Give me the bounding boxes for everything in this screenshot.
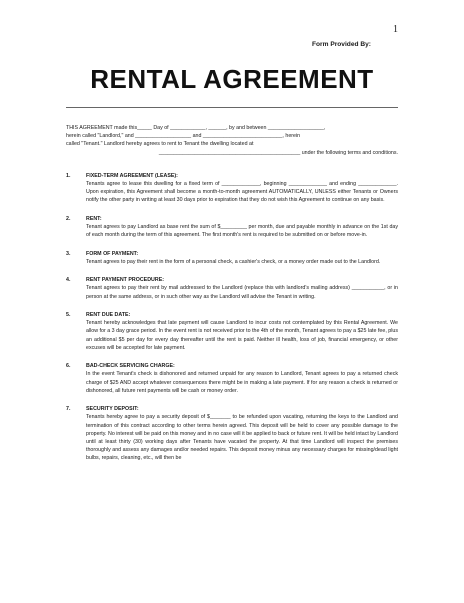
section-bad-check: [66, 362, 398, 395]
section-text: Tenant agrees to pay their rent in the form of a personal check, a cashier's check, or a money order made out to the Landlord.: [86, 258, 381, 265]
section-text: Tenants agree to lease this dwelling for a fixed term of _____________, beginning _____________ and ending _____________. Upon expiration, this Agreement shall become a month-to-month agreement AUTOMATICALLY, UNLESS either Tenants or Owners notify the other party in writing at least 30 days prior to expiration that they do not wish this Agreement to continue on any basis.: [86, 181, 398, 204]
intro-line: called "Tenant." Landlord hereby agrees to rent to Tenant the dwelling located at: [66, 141, 254, 148]
section-heading: RENT DUE DATE:: [86, 312, 131, 318]
section-payment-procedure: [66, 276, 398, 301]
section-fixed-term: [66, 172, 398, 205]
section-heading: FORM OF PAYMENT:: [86, 250, 139, 257]
section-heading: RENT:: [86, 215, 102, 222]
section-number: 1.: [66, 172, 71, 179]
section-rent: [66, 215, 398, 240]
section-number: 4.: [66, 277, 71, 284]
section-security-deposit: [66, 405, 398, 462]
agreement-body: [66, 124, 398, 473]
section-text: In the event Tenant's check is dishonored and returned unpaid for any reason to Landlord, Tenant agrees to pay a returned check charge of $25 AND accept whatever consequences there might be in making a late payment. If for any reason a check is returned or dishonored, all future rent payments will be cash or money order.: [86, 371, 398, 394]
section-text: Tenant agrees to pay their rent by mail addressed to the Landlord (replace this with landlord's mailing address) ___________, or in person at the same address, or in such other way as the Landlord will advise the Tenant in writing.: [86, 285, 398, 300]
section-form-of-payment: [66, 250, 398, 266]
page-number: 1: [393, 24, 398, 35]
section-text: Tenant agrees to pay Landlord as base rent the sum of $_________ per month, due and payable monthly in advance on the 1st day of each month during the term of this agreement. The first month's rent is required to be submitted on or before move-in.: [86, 224, 398, 239]
document-title: RENTAL AGREEMENT: [90, 64, 374, 94]
intro-line: THIS AGREEMENT made this_____ Day of ____________, ______, by and between ___________________,: [66, 125, 326, 131]
section-heading: RENT PAYMENT PROCEDURE:: [86, 277, 164, 284]
section-heading: BAD-CHECK SERVICING CHARGE:: [86, 363, 175, 370]
intro-line: herein called "Landlord," and ___________________ and ___________________________, herein: [66, 133, 301, 140]
section-heading: SECURITY DEPOSIT:: [86, 406, 139, 413]
section-number: 7.: [66, 406, 71, 413]
section-number: 2.: [66, 215, 71, 222]
section-number: 6.: [66, 363, 71, 370]
title-divider: [66, 107, 398, 108]
intro-line: ________________________________________________ under the following terms and conditions.: [158, 149, 398, 156]
section-heading: FIXED-TERM AGREEMENT (LEASE):: [86, 172, 178, 179]
intro-paragraph: [66, 124, 398, 157]
section-number: 5.: [66, 312, 71, 318]
section-number: 3.: [66, 250, 71, 257]
section-text: Tenant hereby acknowledges that late payment will cause Landlord to incur costs not contemplated by this Rental Agreement. We allow for a 3 day grace period. In the event rent is not received prior to the 4th of the month, Tenant agrees to pay a $25 late fee, plus an additional $5 per day for every day thereafter until the rent is paid. Neither ill health, loss of job, financial emergency, or other excuses will be accepted for late payment.: [86, 320, 398, 351]
section-text: Tenants hereby agree to pay a security deposit of $_______ to be refunded upon vacating, returning the keys to the Landlord and termination of this contract according to other terms herein agreed. This deposit will be held to cover any possible damage to the property. No interest will be paid on this money and in no case will it be applied to back or future rent. It will be held intact by Landlord until at least thirty (30) working days after Tenants have vacated the property. At that time Landlord will inspect the premises thoroughly and assess any damages and/or needed repairs. This deposit money minus any necessary charges for missing/dead light bulbs, repairs, cleaning, etc., will then be: [86, 414, 398, 462]
section-rent-due-date: [66, 311, 398, 352]
form-provided-by: Form Provided By:: [312, 41, 371, 48]
